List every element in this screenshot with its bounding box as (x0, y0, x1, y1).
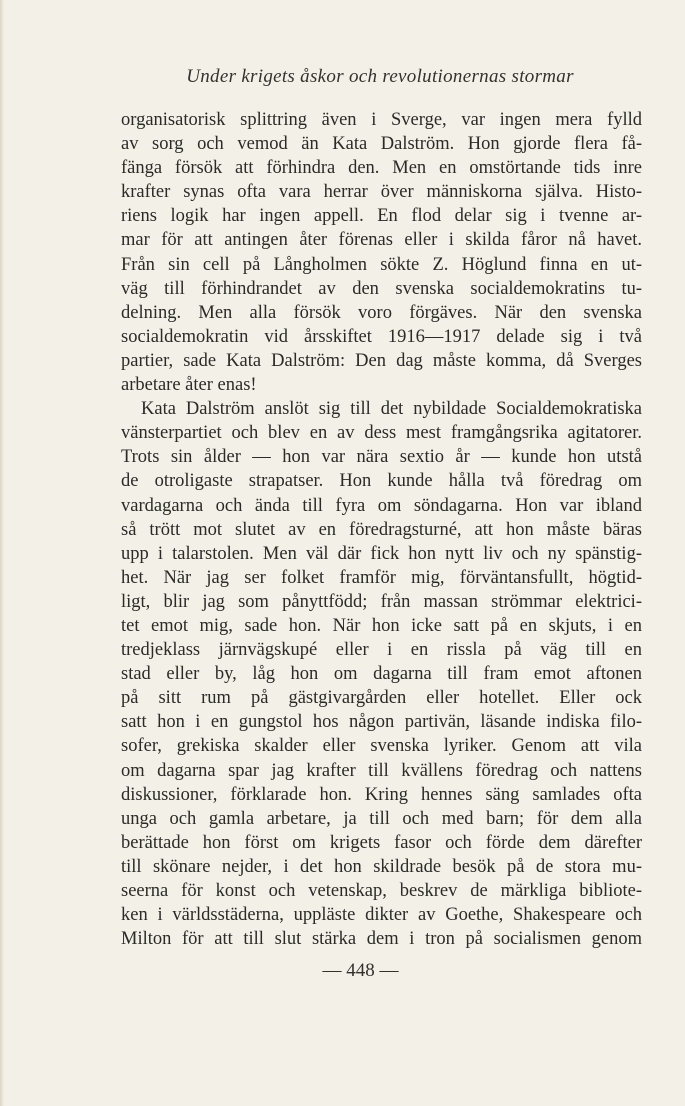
text-line: på sitt rum på gästgivargården eller hotellet. Eller ock (121, 688, 642, 709)
text-line: fänga försök att förhindra den. Men en omstörtande tids inre (121, 158, 642, 179)
text-line: unga och gamla arbetare, ja till och med barn; för dem alla (121, 808, 642, 829)
text-line: satt hon i en gungstol hos någon partivän, läsande indiska filo- (121, 712, 642, 733)
text-line: mar för att antingen åter förenas eller i skilda fåror nå havet. (121, 230, 642, 251)
text-line: arbetare åter enas! (121, 375, 257, 396)
text-line: Trots sin ålder — hon var nära sextio år — kunde hon utstå (121, 447, 642, 468)
text-line: seerna för konst och vetenskap, beskrev de märkliga bibliote- (121, 881, 642, 901)
text-line: om dagarna spar jag krafter till kvällens föredrag och nattens (121, 760, 642, 781)
text-line: de otroligaste strapatser. Hon kunde hålla två föredrag om (121, 471, 642, 492)
text-line: tredjeklass järnvägskupé eller i en rissla på väg till en (121, 640, 642, 661)
text-line: Kata Dalström anslöt sig till det nybildade Socialdemokratiska (141, 399, 642, 420)
text-line: av sorg och vemod än Kata Dalström. Hon gjorde flera få- (121, 134, 642, 155)
text-line: het. När jag ser folket framför mig, förväntansfullt, högtid- (121, 567, 642, 588)
text-line: partier, sade Kata Dalström: Den dag måste komma, då Sverges (121, 350, 642, 371)
text-line: riens logik har ingen appell. En flod delar sig i tvenne ar- (121, 206, 642, 227)
text-line: tet emot mig, sade hon. När hon icke satt på en skjuts, i en (121, 615, 642, 636)
text-line: diskussioner, förklarade hon. Kring hennes säng samlades ofta (121, 784, 642, 805)
text-line: ligt, blir jag som pånyttfödd; från massan strömmar elektrici- (121, 591, 642, 612)
text-line: sofer, grekiska skalder eller svenska lyriker. Genom att vila (121, 736, 642, 757)
text-line: stad eller by, låg hon om dagarna till fram emot aftonen (121, 664, 642, 685)
text-line: så trött mot slutet av en föredragsturné, att hon måste bäras (121, 519, 642, 540)
text-line: vänsterpartiet och blev en av dess mest framgångsrika agitatorer. (121, 423, 642, 444)
text-line: vardagarna och ända till fyra om söndagarna. Hon var ibland (121, 495, 642, 516)
text-line: organisatorisk splittring även i Sverge, var ingen mera fylld (121, 110, 642, 130)
text-line: till skönare nejder, i det hon skildrade besök på de stora mu- (121, 856, 642, 877)
text-line: socialdemokratin vid årsskiftet 1916—1917 delade sig i två (121, 326, 642, 347)
text-line: krafter synas ofta vara herrar över människorna själva. Histo- (121, 182, 642, 203)
text-line: Från sin cell på Långholmen sökte Z. Höglund finna en ut- (121, 254, 642, 275)
text-line: upp i talarstolen. Men väl där fick hon nytt liv och ny spänstig- (121, 543, 642, 564)
text-line: ken i världsstäderna, uppläste dikter av Goethe, Shakespeare och (121, 905, 642, 926)
running-head: Under krigets åskor och revolutionernas stormar (186, 66, 574, 87)
text-line: Milton för att till slut stärka dem i tron på socialismen genom (121, 929, 642, 950)
text-line: väg till förhindrandet av den svenska socialdemokratins tu- (121, 278, 642, 299)
text-line: berättade hon först om krigets fasor och förde dem därefter (121, 832, 642, 853)
page-edge (0, 0, 4, 1106)
page-number: — 448 — (322, 960, 399, 981)
text-line: delning. Men alla försök voro förgäves. När den svenska (121, 302, 642, 323)
body-text (121, 108, 642, 951)
